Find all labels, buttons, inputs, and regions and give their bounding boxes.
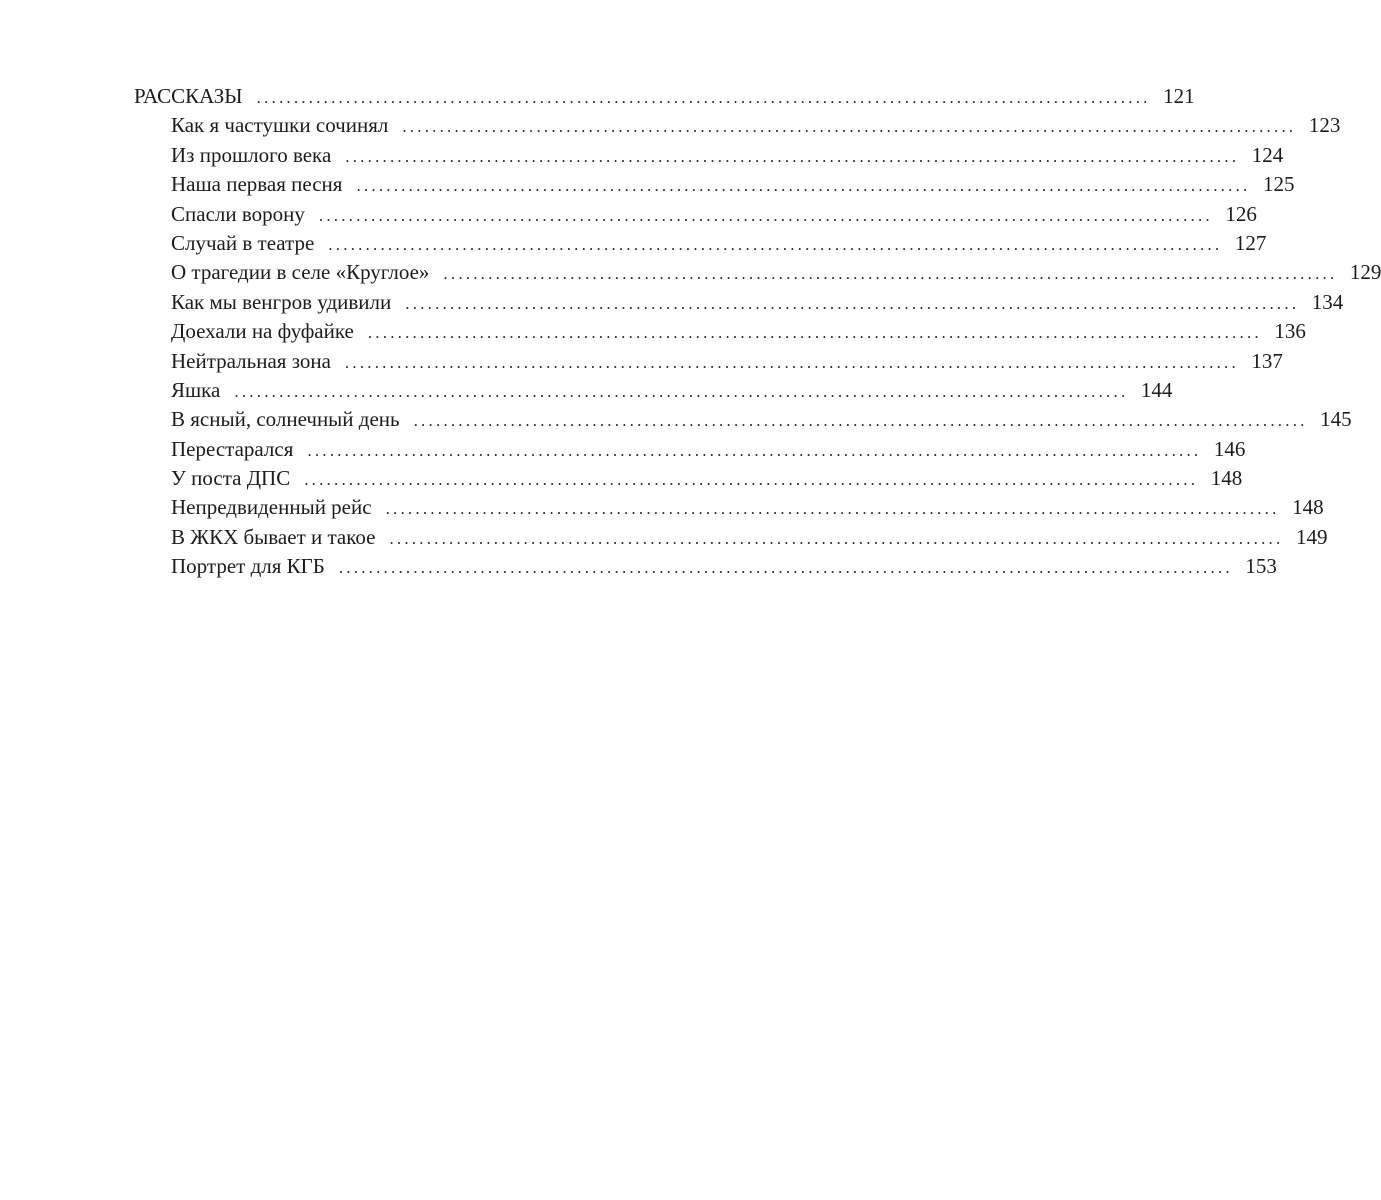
dot-leader: ........................................................................................................................ (405, 293, 1300, 313)
toc-entry-title: В ясный, солнечный день (171, 407, 400, 432)
toc-entry-row (134, 523, 1328, 552)
dot-leader: ........................................................................................................................ (402, 117, 1297, 137)
toc-entry-row (134, 464, 1243, 493)
toc-entry-title: О трагедии в селе «Круглое» (171, 260, 430, 285)
toc-entry-page: 136 (1274, 319, 1306, 344)
dot-leader: ........................................................................................................................ (234, 381, 1129, 401)
toc-entry-page: 146 (1213, 436, 1246, 461)
dot-leader: ........................................................................................................................ (307, 440, 1202, 460)
dot-leader: ........................................................................................................................ (304, 470, 1199, 490)
toc-entry-page: 144 (1140, 377, 1173, 402)
dot-leader: ........................................................................................................................ (443, 264, 1338, 284)
toc-entries (134, 111, 1381, 581)
toc-section-row (134, 82, 1195, 111)
toc-entry-row (134, 405, 1352, 434)
dot-leader: ........................................................................................................................ (256, 88, 1151, 107)
toc-entry-page: 123 (1308, 113, 1341, 138)
toc-entry-row (134, 347, 1283, 376)
table-of-contents (134, 82, 1381, 582)
toc-entry-row (134, 200, 1257, 229)
dot-leader: ........................................................................................................................ (367, 323, 1262, 343)
toc-entry-title: Из прошлого века (171, 142, 332, 167)
toc-entry-row (134, 258, 1381, 287)
toc-entry-title: Яшка (171, 377, 221, 402)
toc-entry-page: 137 (1251, 348, 1283, 373)
toc-section-title: РАССКАЗЫ (134, 84, 243, 108)
toc-entry-title: Перестарался (171, 436, 294, 461)
dot-leader: ........................................................................................................................ (318, 205, 1213, 225)
toc-entry-title: У поста ДПС (171, 466, 291, 491)
toc-entry-row (134, 376, 1173, 405)
dot-leader: ........................................................................................................................ (356, 176, 1251, 196)
toc-entry-row (134, 288, 1344, 317)
toc-entry-page: 129 (1349, 260, 1381, 285)
toc-entry-row (134, 229, 1267, 258)
toc-entry-page: 127 (1234, 230, 1267, 255)
toc-entry-title: Наша первая песня (171, 172, 343, 197)
toc-entry-title: Доехали на фуфайке (171, 319, 354, 344)
toc-entry-page: 125 (1262, 172, 1295, 197)
toc-entry-title: Как я частушки сочинял (171, 113, 389, 138)
toc-entry-page: 153 (1245, 554, 1277, 579)
toc-entry-page: 124 (1251, 142, 1284, 167)
dot-leader: ........................................................................................................................ (345, 146, 1240, 166)
toc-entry-row (134, 317, 1306, 346)
toc-entry-page: 145 (1320, 407, 1352, 432)
dot-leader: ........................................................................................................................ (389, 528, 1284, 548)
toc-entry-row (134, 435, 1246, 464)
toc-section-page: 121 (1163, 84, 1195, 108)
toc-entry-page: 126 (1225, 201, 1257, 226)
toc-entry-title: Спасли ворону (171, 201, 305, 226)
toc-entry-page: 148 (1292, 495, 1324, 520)
toc-entry-row (134, 111, 1341, 140)
dot-leader: ........................................................................................................................ (413, 411, 1308, 431)
toc-entry-title: Нейтральная зона (171, 348, 331, 373)
toc-entry-row (134, 170, 1295, 199)
toc-entry-page: 134 (1311, 289, 1344, 314)
dot-leader: ........................................................................................................................ (328, 234, 1223, 254)
toc-entry-row (134, 141, 1284, 170)
toc-entry-page: 149 (1295, 524, 1328, 549)
toc-entry-page: 148 (1210, 466, 1243, 491)
toc-entry-row (134, 552, 1277, 581)
toc-entry-title: Портрет для КГБ (171, 554, 325, 579)
dot-leader: ........................................................................................................................ (338, 558, 1233, 578)
toc-entry-row (134, 493, 1324, 522)
toc-entry-title: Как мы венгров удивили (171, 289, 392, 314)
dot-leader: ........................................................................................................................ (344, 352, 1239, 372)
toc-entry-title: Непредвиденный рейс (171, 495, 372, 520)
toc-entry-title: Случай в театре (171, 230, 315, 255)
toc-entry-title: В ЖКХ бывает и такое (171, 524, 376, 549)
dot-leader: ........................................................................................................................ (385, 499, 1280, 519)
